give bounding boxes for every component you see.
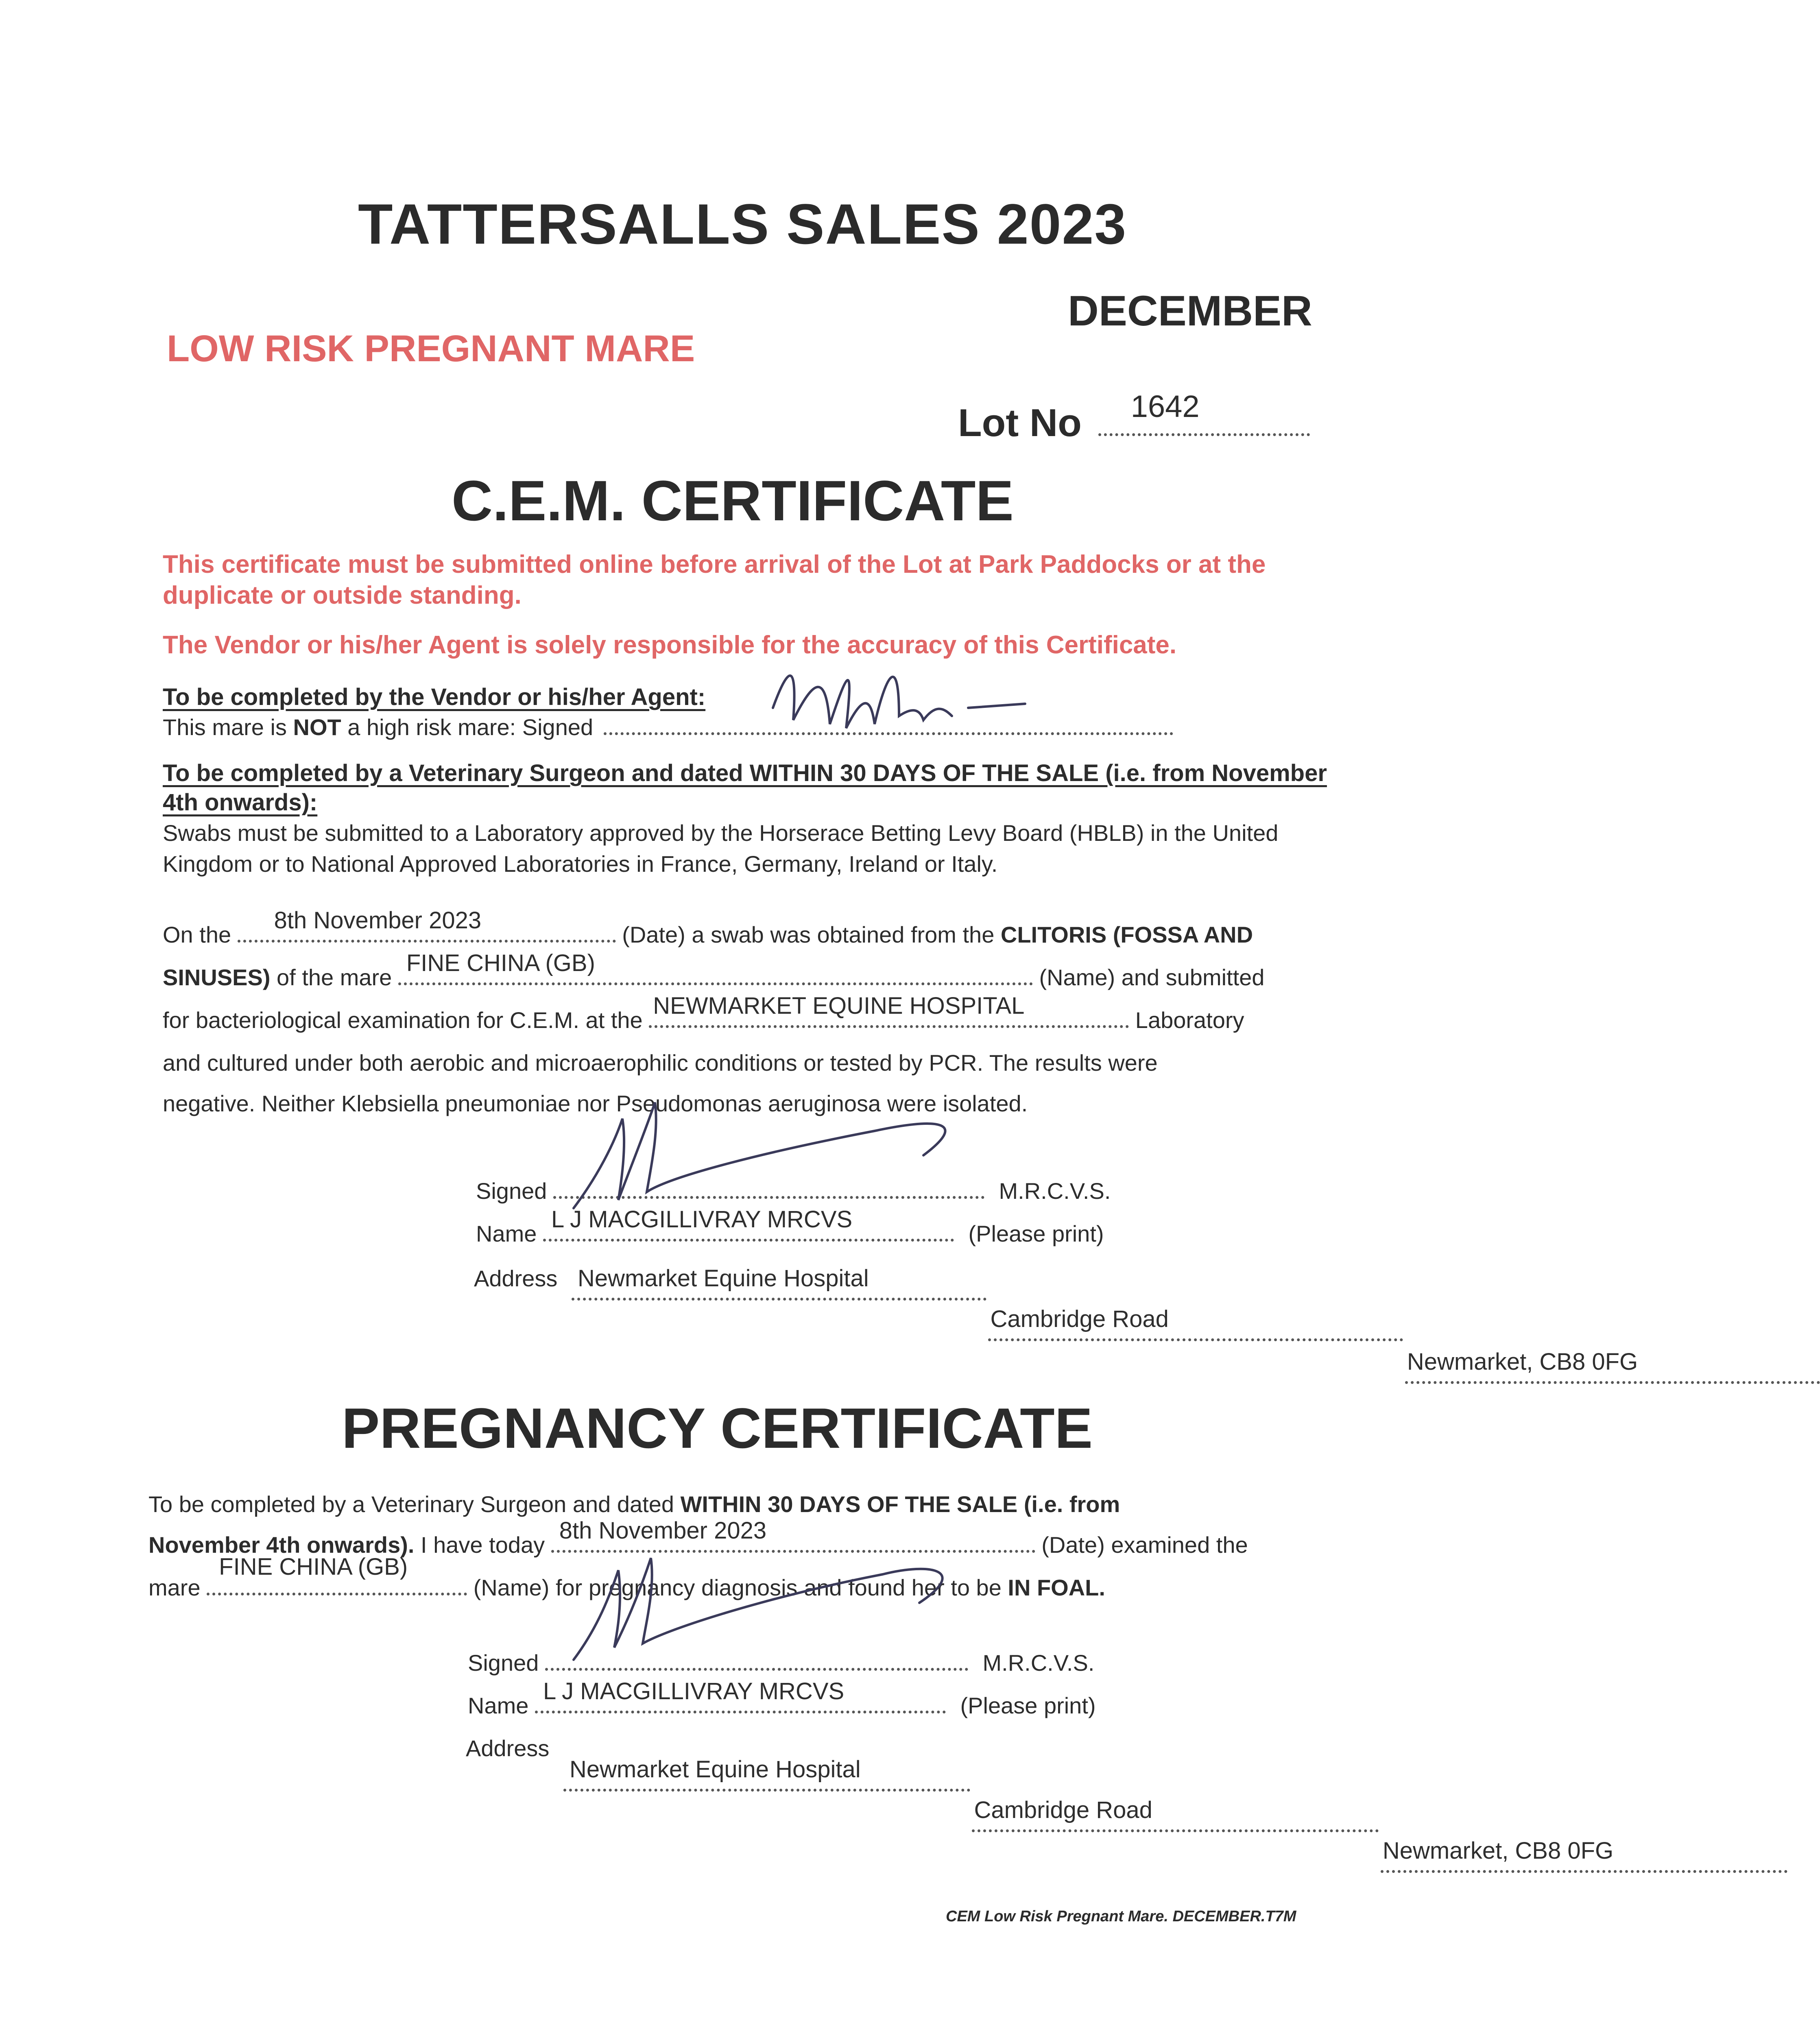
cem-signed-label: Signed [476,1178,547,1204]
negative-results-text: negative. Neither Klebsiella pneumoniae nor Pseudomonas aeruginosa were isolated. [163,1091,1028,1116]
cem-address-line-2 [988,1306,1403,1341]
cem-name-label: Name [476,1221,537,1246]
bacteriological-text: for bacteriological examination for C.E.M. at the [163,1007,643,1033]
pregnancy-intro-line-1 [148,1491,1120,1517]
pregnancy-mrcvs-label: M.R.C.V.S. [982,1650,1095,1676]
pregnancy-mare-name-value: FINE CHINA (GB) [219,1554,408,1580]
page-title: TATTERSALLS SALES 2023 [358,192,1127,256]
cem-address-label: Address [474,1266,558,1291]
cem-mrcvs-label: M.R.C.V.S. [999,1178,1111,1204]
pregnancy-address-line-3 [1381,1838,1787,1873]
pregnancy-please-print-label: (Please print) [960,1693,1096,1718]
pregnancy-name-row [468,1678,1096,1719]
cem-vet-name-field [543,1206,954,1242]
cem-name-row [476,1206,1104,1247]
cem-address-line-1 [572,1265,986,1301]
cem-vet-name-value: L J MACGILLIVRAY MRCVS [551,1206,853,1233]
pregnancy-name-label: Name [468,1693,529,1718]
pregnancy-mare-label: mare [148,1575,201,1600]
pregnancy-date-value: 8th November 2023 [559,1517,767,1544]
cem-certificate-title: C.E.M. CERTIFICATE [452,469,1014,533]
cem-address-value-2: Cambridge Road [990,1306,1169,1332]
cem-address-value-3: Newmarket, CB8 0FG [1407,1349,1638,1375]
vendor-statement-text-b: a high risk mare: Signed [341,714,594,740]
vendor-section-heading: To be completed by the Vendor or his/her Agent: [163,684,706,710]
pregnancy-nov4-text: November 4th onwards). [148,1532,415,1558]
cem-address-value-1: Newmarket Equine Hospital [578,1265,869,1292]
vendor-statement-not: NOT [293,714,341,740]
cem-please-print-label: (Please print) [968,1221,1104,1246]
lot-number-row [958,389,1310,445]
pregnancy-vet-name-value: L J MACGILLIVRAY MRCVS [543,1678,845,1704]
laboratory-tail-text: Laboratory [1135,1007,1244,1033]
pregnancy-vet-name-field [535,1678,946,1713]
pregnancy-certificate-title: PREGNANCY CERTIFICATE [342,1396,1093,1460]
pregnancy-within-30-days: WITHIN 30 DAYS OF THE SALE (i.e. from [680,1491,1120,1517]
pregnancy-address-value-1: Newmarket Equine Hospital [570,1756,861,1783]
of-the-mare-text: of the mare [270,965,392,990]
pregnancy-mare-name-field [207,1554,467,1595]
vendor-statement-text-a: This mare is [163,714,293,740]
date-tail-text: (Date) a swab was obtained from the [622,922,1001,947]
laboratory-line [163,993,1244,1033]
pregnancy-diagnosis-text: (Name) for pregnancy diagnosis and found her to be [473,1575,1008,1600]
swab-date-field [238,907,616,943]
swab-date-line [163,907,1253,948]
pregnancy-address-label: Address [466,1735,550,1761]
cem-notice-responsibility: The Vendor or his/her Agent is solely responsible for the accuracy of this Certificate. [163,631,1177,659]
risk-label: LOW RISK PREGNANT MARE [167,328,695,369]
name-submitted-text: (Name) and submitted [1039,965,1265,990]
vendor-signature [765,647,1115,753]
pregnancy-vet-signature [565,1546,1094,1680]
lot-number-value: 1642 [1130,389,1200,424]
mare-name-value: FINE CHINA (GB) [406,950,595,976]
swab-date-value: 8th November 2023 [274,907,482,934]
clitoris-text: CLITORIS (FOSSA AND [1000,922,1253,947]
pregnancy-address-line-1 [563,1756,970,1792]
vet-section-heading: To be completed by a Veterinary Surgeon and dated WITHIN 30 DAYS OF THE SALE (i.e. from November 4th onwards): [163,760,1327,816]
pregnancy-intro-text: To be completed by a Veterinary Surgeon and dated [148,1491,681,1517]
pregnancy-signed-label: Signed [468,1650,539,1676]
mare-name-line [163,950,1265,991]
pregnancy-have-today-text: I have today [414,1532,545,1558]
sinuses-text: SINUSES) [163,965,271,990]
pregnancy-date-tail: (Date) examined the [1041,1532,1248,1558]
form-code: CEM Low Risk Pregnant Mare. DECEMBER.T7M [946,1908,1296,1925]
cultured-text: and cultured under both aerobic and microaerophilic conditions or tested by PCR. The results were [163,1050,1158,1076]
swab-laboratory-note: Swabs must be submitted to a Laboratory approved by the Horserace Betting Levy Board (HBLB) in the United Kingdom or to National Approved Laboratories in France, Germany, Ireland or Italy. [163,820,1279,877]
pregnancy-address-value-3: Newmarket, CB8 0FG [1382,1838,1614,1864]
in-foal-text: IN FOAL. [1008,1575,1105,1600]
lot-label: Lot No [958,401,1082,445]
on-the-label: On the [163,922,231,947]
cem-notice-online: This certificate must be submitted online before arrival of the Lot at Park Paddocks or at the duplicate or outside standing. [163,550,1266,609]
lot-number-field [1098,389,1310,436]
pregnancy-address-value-2: Cambridge Road [974,1797,1152,1823]
pregnancy-address-line-2 [972,1797,1379,1832]
laboratory-value: NEWMARKET EQUINE HOSPITAL [653,993,1025,1019]
sale-month: DECEMBER [1068,287,1312,335]
mare-name-field [398,950,1033,985]
cem-address-line-3 [1405,1349,1820,1384]
laboratory-field [649,993,1129,1028]
